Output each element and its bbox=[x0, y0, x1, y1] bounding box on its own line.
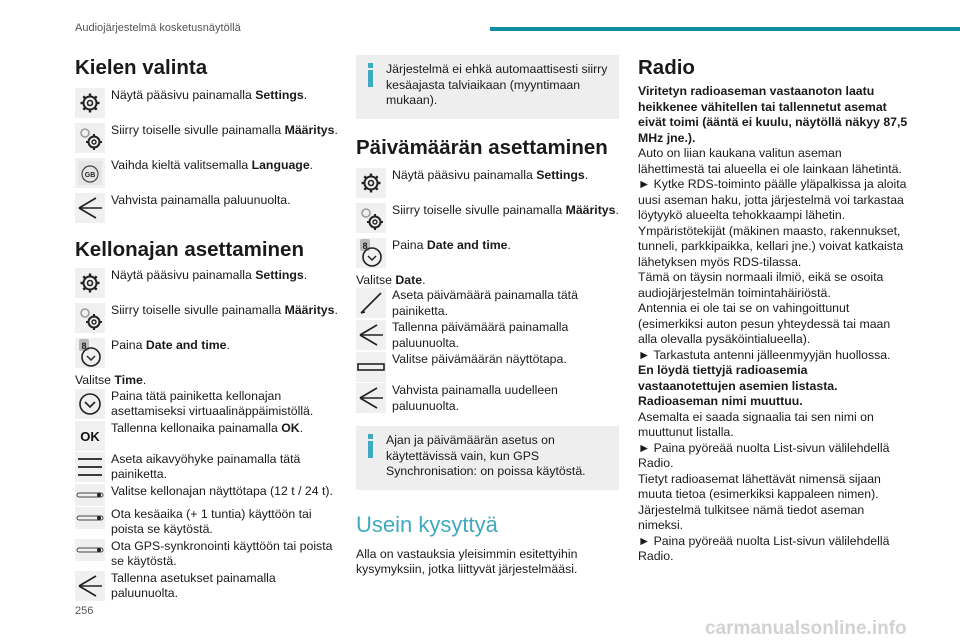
clock-step-text: Ota kesäaika (+ 1 tuntia) käyttöön tai poista se käytöstä. bbox=[111, 506, 312, 536]
clock-step-text: Näytä pääsivu painamalla Settings. bbox=[111, 268, 308, 282]
settings-gears-icon bbox=[356, 203, 386, 233]
faq-intro: Alla on vastauksia yleisimmin esitettyihin kysymyksiin, jotka liittyvät järjestelmääsi. bbox=[356, 546, 578, 576]
date-step-text: Paina Date and time. bbox=[392, 237, 511, 252]
toggle-icon bbox=[75, 507, 105, 529]
radio-title: Radio bbox=[638, 56, 695, 79]
clock-step bbox=[75, 507, 340, 538]
clock-section-title: Kellonajan asettaminen bbox=[75, 238, 304, 261]
chevron-down-icon bbox=[75, 389, 105, 419]
settings-gears-icon bbox=[75, 303, 105, 333]
faq-title: Usein kysyttyä bbox=[356, 511, 498, 537]
gear-icon bbox=[356, 168, 386, 198]
radio-answer-1-3: Ympäristötekijät (mäkinen maasto, rakennukset, tunneli, parkkipaikka, kellari jne.) voivat katkaista lähetyksen myös RDS-tilassa. bbox=[638, 223, 904, 269]
date-step-text: Näytä pääsivu painamalla Settings. bbox=[392, 167, 589, 182]
language-step-text: Näytä pääsivu painamalla Settings. bbox=[111, 88, 308, 102]
date-section-title: Päivämäärän asettaminen bbox=[356, 135, 608, 159]
language-section-title: Kielen valinta bbox=[75, 56, 208, 79]
date-step bbox=[356, 320, 619, 351]
radio-answer-1-1: Auto on liian kaukana valitun aseman lähettimestä tai alueella ei ole lainkaan lähetintä. bbox=[638, 146, 902, 176]
language-step bbox=[75, 193, 340, 223]
header-accent-bar bbox=[490, 27, 960, 31]
radio-answer-2-5: ► Paina pyöreää nuolta List-sivun välilehdellä Radio. bbox=[638, 533, 890, 563]
clock-step bbox=[75, 389, 340, 420]
gear-icon bbox=[75, 88, 105, 118]
date-step-text: Aseta päivämäärä painamalla tätä painiketta. bbox=[392, 288, 578, 318]
toggle-icon bbox=[75, 539, 105, 561]
back-arrow-icon bbox=[75, 193, 105, 223]
date-step bbox=[356, 288, 619, 319]
clock-step-text: Siirry toiselle sivulle painamalla Määritys. bbox=[111, 303, 338, 317]
clock-step bbox=[75, 268, 340, 298]
clock-step bbox=[75, 484, 340, 506]
toggle-icon bbox=[75, 484, 105, 506]
date-step-text: Valitse päivämäärän näyttötapa. bbox=[392, 352, 567, 366]
date-select-line: Valitse Date. bbox=[356, 272, 426, 287]
date-step-text: Tallenna päivämäärä painamalla paluunuolta. bbox=[392, 320, 569, 350]
sync-note-box bbox=[356, 426, 619, 490]
radio-answer-1-2: ► Kytke RDS-toiminto päälle yläpalkissa ja aloita uusi aseman haku, jotta järjestelmä voi tarkastaa löytyykö alueelta tehokkaampi lähetin. bbox=[638, 177, 907, 222]
radio-answer-2-1: Asemalta ei saada signaalia tai sen nimi on muuttunut listalla. bbox=[638, 409, 874, 439]
svg-text:8: 8 bbox=[81, 341, 87, 351]
menu-lines-icon bbox=[75, 452, 105, 482]
clock-step bbox=[75, 421, 340, 451]
clock-step bbox=[75, 303, 340, 333]
back-arrow-icon bbox=[356, 320, 386, 350]
clock-step bbox=[75, 338, 340, 368]
display-format-icon bbox=[356, 352, 386, 382]
radio-question-1: Viritetyn radioaseman vastaanoton laatu heikkenee vähitellen tai tallennetut asemat eivät toimi (ääntä ei kuulu, näytöllä näkyy 87,5 MHz jne.). bbox=[638, 84, 908, 145]
column-left bbox=[75, 55, 340, 603]
watermark: carmanualsonline.info bbox=[705, 618, 907, 639]
radio-answer-2-4: Järjestelmä tulkitsee nämä tiedot aseman nimeksi. bbox=[638, 502, 865, 532]
radio-question-2: En löydä tiettyjä radioasemia vastaanotettujen asemien listasta. bbox=[638, 363, 838, 393]
date-time-icon bbox=[75, 338, 105, 368]
radio-answer-1-4: Tämä on täysin normaali ilmiö, eikä se osoita audiojärjestelmän toimintahäiriöstä. bbox=[638, 270, 884, 300]
date-time-icon bbox=[356, 238, 386, 268]
page-number: 256 bbox=[75, 605, 94, 617]
date-step-text: Siirry toiselle sivulle painamalla Määritys. bbox=[392, 202, 619, 217]
gps-note-box bbox=[356, 55, 619, 119]
sync-note-text: Ajan ja päivämäärän asetus on käytettävissä vain, kun GPS Synchronisation: on poissa käytöstä. bbox=[386, 433, 586, 478]
clock-select-line: Valitse Time. bbox=[75, 373, 147, 387]
pencil-icon bbox=[356, 288, 386, 318]
radio-answer-2-3: Tietyt radioasemat lähettävät nimensä sijaan muuta tietoa (esimerkiksi kappaleen nimen). bbox=[638, 471, 881, 501]
svg-text:8: 8 bbox=[362, 240, 368, 251]
running-header: Audiojärjestelmä kosketusnäytöllä bbox=[75, 22, 241, 34]
svg-text:OK: OK bbox=[80, 428, 100, 444]
language-step-text: Siirry toiselle sivulle painamalla Määritys. bbox=[111, 123, 338, 137]
language-step bbox=[75, 158, 340, 188]
clock-step bbox=[75, 452, 340, 483]
clock-step-text: Tallenna kellonaika painamalla OK. bbox=[111, 420, 304, 435]
info-icon bbox=[367, 434, 373, 458]
clock-step bbox=[75, 571, 340, 602]
radio-answer-1-5: Antennia ei ole tai se on vahingoittunut (esimerkiksi auton pesun yhteydessä tai maan alla olevalla pysäköintialueella). bbox=[638, 301, 891, 346]
language-step bbox=[75, 88, 340, 118]
date-step bbox=[356, 203, 619, 233]
clock-step bbox=[75, 539, 340, 570]
clock-step-text: Valitse kellonajan näyttötapa (12 t / 24 t). bbox=[111, 483, 333, 498]
date-step bbox=[356, 238, 619, 268]
language-flag-icon bbox=[75, 158, 105, 188]
language-step-text: Vahvista painamalla paluunuolta. bbox=[111, 193, 291, 207]
clock-step-text: Tallenna asetukset painamalla paluunuolta. bbox=[111, 570, 276, 600]
radio-question-3: Radioaseman nimi muuttuu. bbox=[638, 394, 803, 408]
clock-step-text: Aseta aikavyöhyke painamalla tätä painiketta. bbox=[111, 451, 301, 481]
info-icon bbox=[367, 63, 373, 87]
date-step bbox=[356, 352, 619, 382]
ok-icon bbox=[75, 421, 105, 451]
language-step-text: Vaihda kieltä valitsemalla Language. bbox=[111, 158, 314, 172]
radio-answer-1-6: ► Tarkastuta antenni jälleenmyyjän huollossa. bbox=[638, 347, 891, 362]
gps-note-text: Järjestelmä ei ehkä automaattisesti siirry kesäajasta talviaikaan (myyntimaan mukaan). bbox=[386, 62, 608, 107]
column-middle bbox=[356, 55, 619, 578]
back-arrow-icon bbox=[356, 383, 386, 413]
radio-answer-2-2: ► Paina pyöreää nuolta List-sivun välilehdellä Radio. bbox=[638, 440, 890, 470]
date-step bbox=[356, 168, 619, 198]
back-arrow-icon bbox=[75, 571, 105, 601]
settings-gears-icon bbox=[75, 123, 105, 153]
date-step bbox=[356, 383, 619, 414]
clock-step-text: Paina Date and time. bbox=[111, 338, 230, 352]
clock-step-text: Paina tätä painiketta kellonajan asettamiseksi virtuaalinäppäimistöllä. bbox=[111, 388, 314, 418]
language-step bbox=[75, 123, 340, 153]
column-right bbox=[638, 55, 908, 565]
date-step-text: Vahvista painamalla uudelleen paluunuolta. bbox=[392, 383, 558, 413]
gear-icon bbox=[75, 268, 105, 298]
clock-step-text: Ota GPS-synkronointi käyttöön tai poista se käytöstä. bbox=[111, 538, 333, 568]
svg-text:GB: GB bbox=[84, 172, 96, 179]
